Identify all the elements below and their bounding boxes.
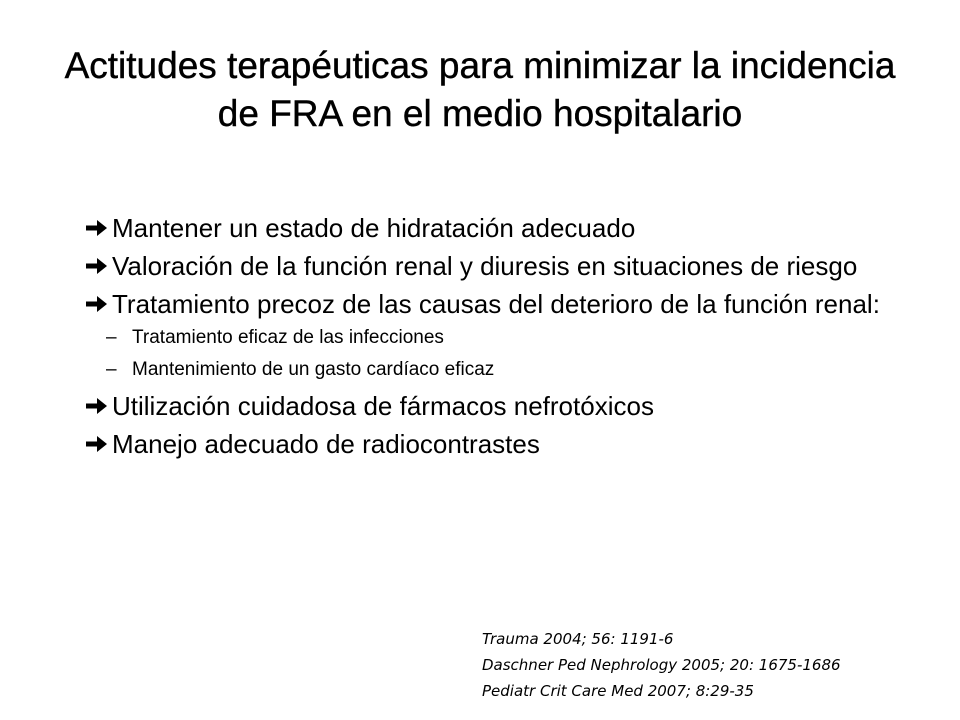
slide-title: Actitudes terapéuticas para minimizar la incidencia de FRA en el medio hospitalario (64, 45, 896, 134)
bullet-item (86, 288, 906, 320)
reference-line: Daschner Ped Nephrology 2005; 20: 1675-1686 (482, 656, 841, 674)
arrow-right-icon (86, 390, 110, 422)
bullet-text: Tratamiento precoz de las causas del deterioro de la función renal: (112, 289, 880, 319)
bullet-item (86, 428, 906, 460)
bullet-item (86, 250, 906, 282)
arrow-right-icon (86, 428, 110, 460)
sub-bullet-item (106, 326, 906, 350)
reference-line: Trauma 2004; 56: 1191-6 (482, 630, 674, 648)
bullet-list (86, 212, 906, 466)
arrow-right-icon (86, 212, 110, 244)
bullet-text: Utilización cuidadosa de fármacos nefrotóxicos (112, 391, 654, 421)
sub-bullet-text: Mantenimiento de un gasto cardíaco eficaz (132, 359, 495, 380)
bullet-item (86, 390, 906, 422)
sub-bullet-text: Tratamiento eficaz de las infecciones (132, 327, 444, 348)
sub-bullet-dash: – (106, 327, 117, 348)
reference-line: Pediatr Crit Care Med 2007; 8:29-35 (482, 682, 754, 700)
arrow-right-icon (86, 250, 110, 282)
references (482, 626, 952, 704)
bullet-text: Valoración de la función renal y diuresis en situaciones de riesgo (112, 251, 858, 281)
arrow-right-icon (86, 288, 110, 320)
sub-bullet-item (106, 358, 906, 382)
bullet-text: Manejo adecuado de radiocontrastes (112, 429, 540, 459)
sub-bullet-dash: – (106, 359, 117, 380)
bullet-text: Mantener un estado de hidratación adecuado (112, 213, 636, 243)
bullet-item (86, 212, 906, 244)
